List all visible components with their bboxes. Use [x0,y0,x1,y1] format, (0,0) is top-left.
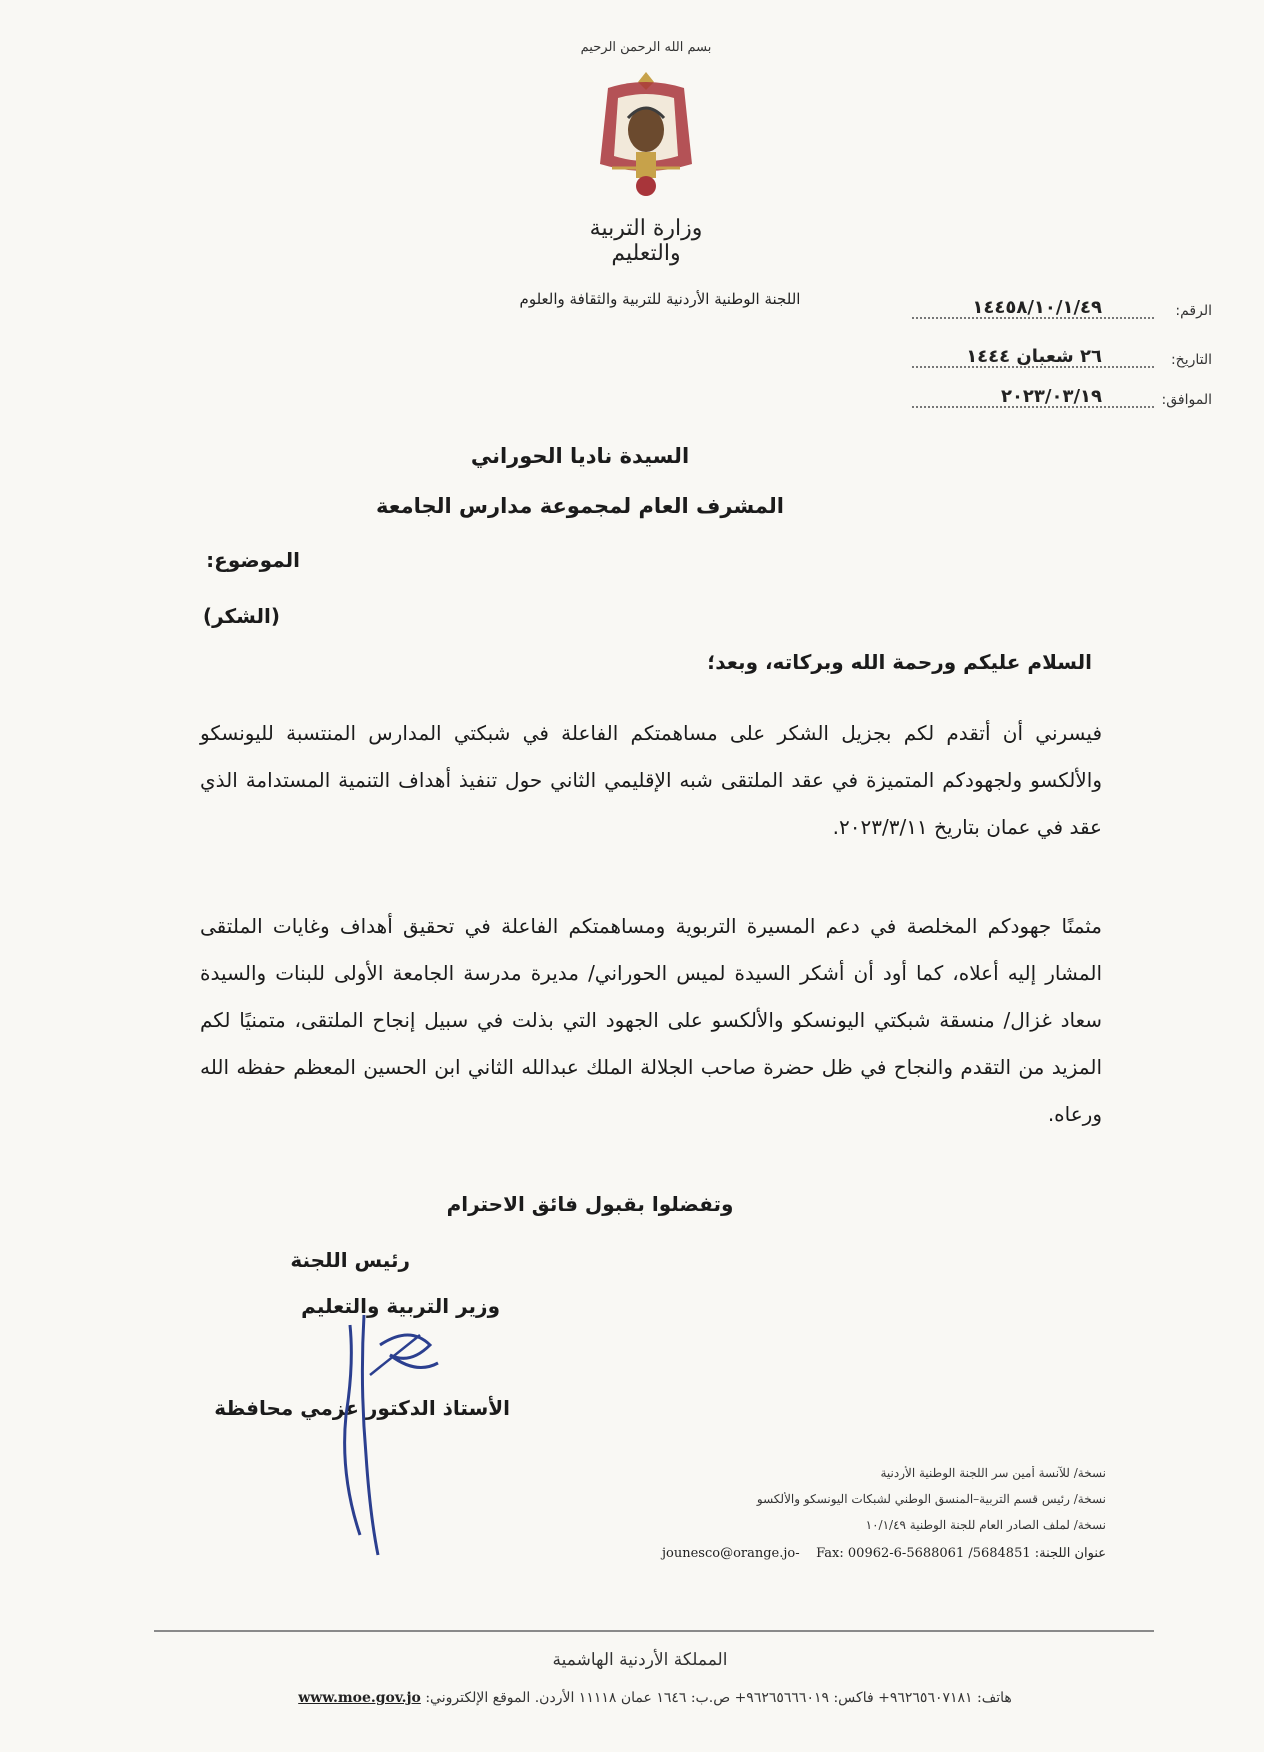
ministry-name: وزارة التربية والتعليم [589,216,703,266]
signatory-role: رئيس اللجنة [290,1248,410,1272]
coat-of-arms-icon [588,68,704,208]
footer-kingdom: المملكة الأردنية الهاشمية [552,1650,728,1670]
basmala: بسم الله الرحمن الرحيم [580,40,712,55]
body-paragraph: فيسرني أن أتقدم لكم بجزيل الشكر على مساهمتكم الفاعلة في شبكتي المدارس المنتسبة لليونسكو والألكسو ولجهودكم المتميزة في عقد الملتقى شبه الإقليمي الثاني حول تنفيذ أهداف التنمية المستدامة الذي عقد في عمان بتاريخ ٢٠٢٣/٣/١١. [200,721,1102,839]
reference-corresponding [872,386,1212,416]
addressee-name: السيدة ناديا الحوراني [470,444,690,468]
footer-contact-text: هاتف: ٩٦٢٦٥٦٠٧١٨١+ فاكس: ٩٦٢٦٥٦٦٦٠١٩+ ص.ب: ١٦٤٦ عمان ١١١١٨ الأردن. الموقع الإلكتروني: [425,1690,1012,1706]
website-link[interactable]: www.moe.gov.jo [298,1690,421,1706]
copy-line: نسخة/ رئيس قسم التربية–المنسق الوطني لشبكات اليونسكو والألكسو [756,1492,1106,1506]
reference-corresponding-label: الموافق: [1161,392,1212,408]
reference-date [872,346,1212,376]
copy-line: نسخة/ للآنسة أمين سر اللجنة الوطنية الأردنية [880,1466,1106,1480]
committee-name: اللجنة الوطنية الأردنية للتربية والثقافة والعلوم [519,290,801,308]
reference-number-value: ١٤٤٥٨/١٠/١/٤٩ [972,297,1102,318]
committee-address-label: عنوان اللجنة: [1034,1546,1106,1561]
committee-address [560,1546,1106,1561]
closing-line: وتفضلوا بقبول فائق الاحترام [446,1192,734,1216]
footer-divider [154,1630,1154,1632]
reference-date-value: ٢٦ شعبان ١٤٤٤ [966,346,1102,367]
footer-contact [240,1690,1070,1706]
copy-line: نسخة/ لملف الصادر العام للجنة الوطنية ١٠/١/٤٩ [865,1518,1106,1532]
greeting: السلام عليكم ورحمة الله وبركاته، وبعد؛ [707,650,1092,674]
body-paragraph: مثمنًا جهودكم المخلصة في دعم المسيرة التربوية ومساهمتكم الفاعلة في تحقيق أهداف وغايات الملتقى المشار إليه أعلاه، كما أود أن أشكر السيدة لميس الحوراني/ مديرة مدرسة الجامعة الأولى للبنات والسيدة سعاد غزال/ منسقة شبكتي اليونسكو والألكسو على الجهود التي بذلت في سبيل إنجاح الملتقى، متمنيًا لكم المزيد من التقدم والنجاح في ظل حضرة صاحب الجلالة الملك عبدالله الثاني ابن الحسين المعظم حفظه الله ورعاه. [200,914,1102,1126]
reference-date-label: التاريخ: [1170,352,1212,368]
signature [320,1305,460,1565]
signatory-name: الأستاذ الدكتور عزمي محافظة [214,1396,510,1420]
reference-number [872,297,1212,327]
committee-email: jounesco@orange.jo- [662,1546,800,1561]
subject-value: (الشكر) [202,604,280,628]
signatory-role: وزير التربية والتعليم [301,1294,500,1318]
letterhead [566,40,726,266]
reference-number-label: الرقم: [1175,303,1212,319]
committee-fax: Fax: 00962-6-5688061 /5684851 [816,1546,1031,1561]
subject-label: الموضوع: [206,548,300,572]
addressee-title: المشرف العام لمجموعة مدارس الجامعة [376,494,784,518]
reference-corresponding-value: ٢٠٢٣/٠٣/١٩ [1000,386,1102,407]
